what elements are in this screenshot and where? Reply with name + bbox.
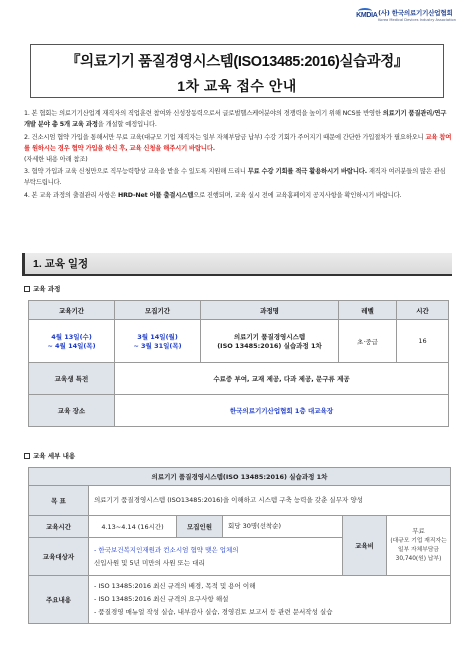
header-course: 과정명 [201,301,339,320]
course-label: 교육 과정 [24,284,60,293]
table-row [29,395,449,427]
content-value: - ISO 13485:2016 최신 규격의 배경, 목적 및 용어 이해 - ISO 13485:2016 최신 규격의 요구사항 해설 - 품질경영 매뉴얼 작성 실습, 내부감사 실습, 경영검토 보고서 등 관련 문서작성 실습 [89,576,451,624]
table-row [29,516,451,538]
title-box [30,44,444,98]
header-level: 레벨 [339,301,397,320]
org-name-korean: (사) 한국의료기기산업협회 [378,9,453,17]
time-label: 교육시간 [29,516,89,538]
benefit-value: 수료증 부여, 교재 제공, 다과 제공, 문구류 제공 [115,363,449,395]
fee-label: 교육비 [343,516,387,576]
org-name-english: Korea Medical Devices Industry Association [378,18,456,22]
header-period: 교육기간 [29,301,115,320]
detail-label: 교육 세부 내용 [24,451,75,460]
kmdia-logo [356,8,456,22]
square-bullet-icon [24,286,30,292]
benefit-label: 교육생 특전 [29,363,115,395]
detail-table [28,467,451,624]
level-cell: 초·중급 [339,320,397,363]
notice-item-3: 3. 협약 가입과 교육 신청만으로 직무능력향상 교육을 받을 수 있도록 지원해 드리니 무료 수강 기회를 적극 활용하시기 바랍니다. 재직자 여러분들의 많은 관심 부탁드립니다. [24,168,446,186]
section-title: 1. 교육 일정 [33,258,89,270]
page-title: 『의료기기 품질경영시스템(ISO13485:2016)실습과정』 [66,54,408,70]
recruit-cell: 3월 14일(월) ~ 3월 31일(목) [115,320,201,363]
square-bullet-icon [24,453,30,459]
page-subtitle: 1차 교육 접수 안내 [177,78,297,94]
goal-label: 목 표 [29,486,89,516]
target-value: - 한국보건복지인재원과 컨소시엄 협약 맺은 업체의 신입사원 및 5년 미만의 사원 또는 대리 [89,538,343,576]
table-header-row [29,468,451,486]
recruit-count-label: 모집인원 [177,516,223,538]
detail-header: 의료기기 품질경영시스템(ISO 13485:2016) 실습과정 1차 [29,468,451,486]
fee-value: 무료 (대규모 기업 재직자는 일부 자체부담금 30,740(원) 납부) [387,516,451,576]
schedule-table [28,300,449,427]
time-value: 4.13~4.14 (16시간) [89,516,177,538]
goal-value: 의료기기 품질경영시스템 (ISO13485:2016)을 이해하고 시스템 구축 능력을 갖춘 실무자 양성 [89,486,451,516]
table-row [29,363,449,395]
hours-cell: 16 [397,320,449,363]
period-cell: 4월 13일(수) ~ 4월 14일(목) [29,320,115,363]
header-recruit: 모집기간 [115,301,201,320]
recruit-count-value: 회당 30명(선착순) [223,516,343,538]
table-row [29,320,449,363]
venue-value: 한국의료기기산업협회 1층 대교육장 [115,395,449,427]
course-cell: 의료기기 품질경영시스템 (ISO 13485:2016) 실습과정 1차 [201,320,339,363]
logo-mark-icon: KMDIA [356,8,374,22]
header-hours: 시간 [397,301,449,320]
notice-item-2: 2. 건소시엄 협약 가입을 통해서만 무료 교육(대규모 기업 재직자는 일부 자체부담금 납부) 수강 기회가 주어지기 때문에 간단한 가입절차가 필요하오니 교육 참여를 원하시는 경우 협약 가입을 하신 후, 교육 신청을 해주시기 바랍니다. (자세한 내용 아래 참조) [24,133,452,163]
target-label: 교육대상자 [29,538,89,576]
section-header-schedule [22,253,452,276]
content-label: 주요내용 [29,576,89,624]
table-row [29,486,451,516]
table-row [29,576,451,624]
table-header-row [29,301,449,320]
notice-paragraphs [24,108,452,202]
notice-item-1: 1. 본 협회는 의료기기산업계 재직자의 직업훈련 참여와 신성장동력으로서 글로벌헬스케어분야의 경쟁력을 높이기 위해 NCS를 반영한 의료기기 품질관리/연구개발 분야 총 5개 교육 과정을 개설할 예정입니다. [24,110,447,128]
venue-label: 교육 장소 [29,395,115,427]
notice-item-4: 4. 본 교육 과정의 출결관리 사항은 HRD-Net 어플 출결시스템으로 진행되며, 교육 실시 전에 교육홈페이지 공지사항을 확인하시기 바랍니다. [24,191,402,199]
